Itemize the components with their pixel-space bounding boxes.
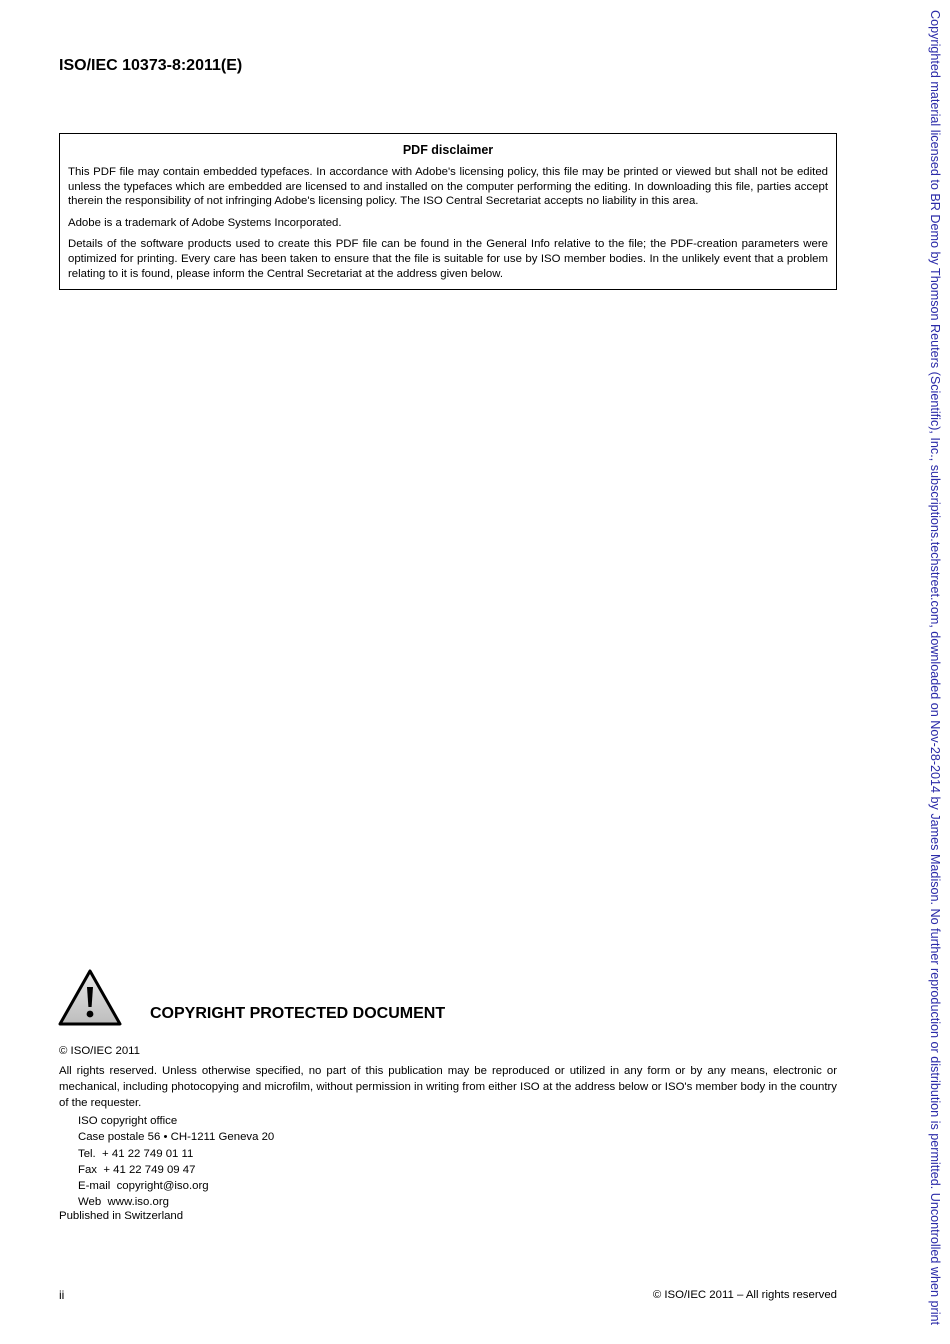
- page-number: ii: [59, 1288, 65, 1302]
- address-line: Case postale 56 • CH-1211 Geneva 20: [78, 1131, 275, 1144]
- rights-statement: All rights reserved. Unless otherwise specified, no part of this publication may be reproduced or utilized in any form or by any means, electronic or mechanical, including photocopying and microfilm, without permission in writing from either ISO at the address below or ISO's member body in the country of the requester.: [59, 1065, 837, 1109]
- watermark-text: Copyrighted material licensed to BR Demo by Thomson Reuters (Scientific), Inc., subscriptions.techstreet.com, downloaded on Nov-28-2014 by James Madison. No further reproduction or distribution is permitted. Uncontrolled when print: [928, 10, 942, 1326]
- address-line: ISO copyright office: [78, 1115, 178, 1127]
- pdf-disclaimer-box: [59, 133, 837, 290]
- address-line-web: Web www.iso.org: [78, 1196, 169, 1209]
- copyright-notice: © ISO/IEC 2011: [59, 1045, 140, 1057]
- published-in: Published in Switzerland: [59, 1210, 184, 1222]
- address-line-email: E-mail copyright@iso.org: [78, 1180, 209, 1193]
- document-id: ISO/IEC 10373-8:2011(E): [59, 57, 243, 74]
- disclaimer-paragraph: This PDF file may contain embedded typefaces. In accordance with Adobe's licensing policy, this file may be printed or viewed but shall not be edited unless the typefaces which are embedded are licensed to and installed on the computer performing the editing. In downloading this file, parties accept therein the responsibility of not infringing Adobe's licensing policy. The ISO Central Secretariat accepts no liability in this area.: [68, 166, 828, 208]
- address-line: Fax + 41 22 749 09 47: [78, 1163, 196, 1176]
- warning-icon: [58, 969, 122, 1027]
- footer-copyright: © ISO/IEC 2011 – All rights reserved: [652, 1289, 837, 1301]
- license-watermark: [926, 10, 942, 1344]
- copyright-heading: COPYRIGHT PROTECTED DOCUMENT: [150, 1005, 446, 1022]
- disclaimer-paragraph: Adobe is a trademark of Adobe Systems Incorporated.: [68, 216, 342, 229]
- address-line: Tel. + 41 22 749 01 11: [78, 1147, 194, 1160]
- iso-address-block: [78, 1113, 274, 1211]
- disclaimer-title: PDF disclaimer: [402, 143, 494, 157]
- disclaimer-paragraph: Details of the software products used to create this PDF file can be found in the General Info relative to the file; the PDF-creation parameters were optimized for printing. Every care has been taken to ensure that the file is suitable for use by ISO member bodies. In the unlikely event that a problem relating to it is found, please inform the Central Secretariat at the address given below.: [68, 238, 828, 280]
